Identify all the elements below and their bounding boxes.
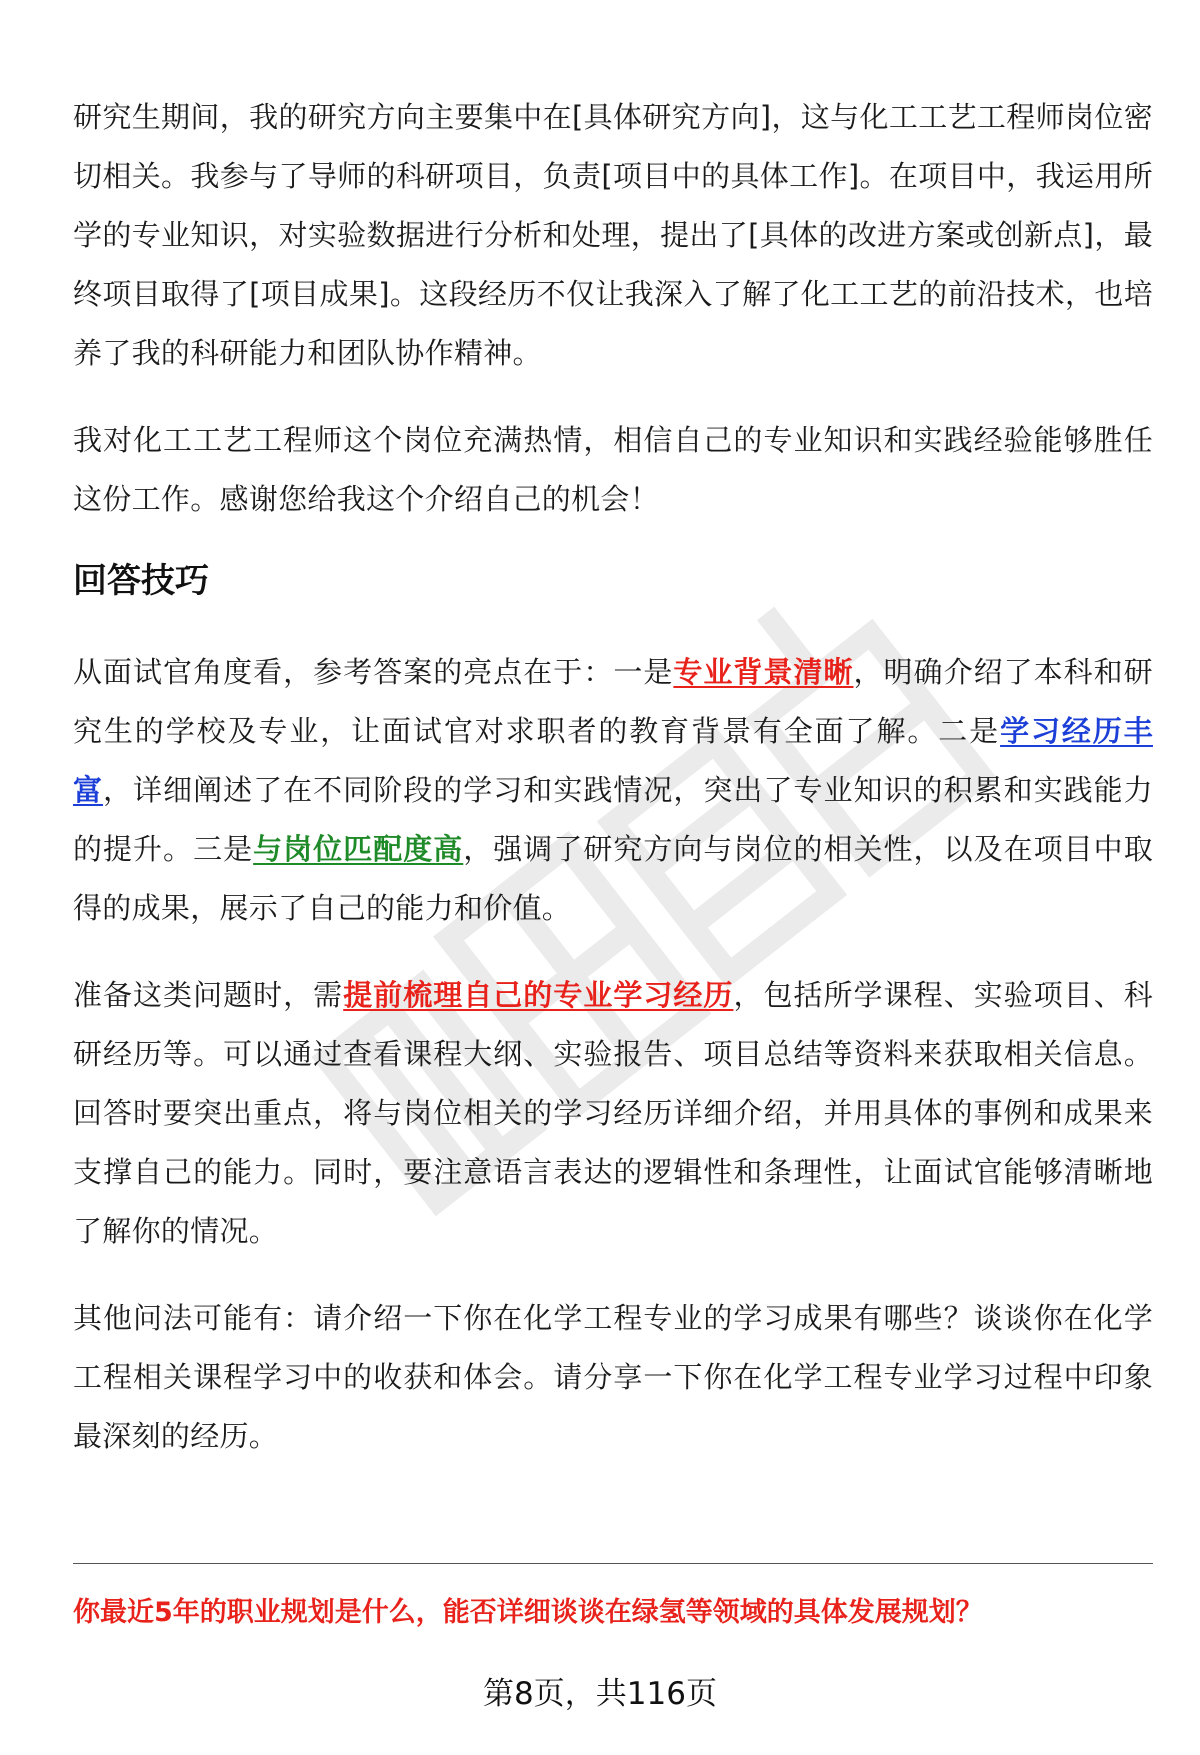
tips-text: ，明确介绍了本科和研究生的学校及专业，让面试官对求职者的教育背景有全面了解。二是 [73,655,1153,748]
highlight-job-match: 与岗位匹配度高 [253,832,464,866]
highlight-organize-experience: 提前梳理自己的专业学习经历 [343,978,734,1012]
paragraph-tips-preparation [73,966,1153,1261]
paragraph-tips-highlights [73,643,1153,938]
highlight-rich-learning: 学习经历丰富 [73,714,1153,807]
tips-text: ，包括所学课程、实验项目、科研经历等。可以通过查看课程大纲、实验报告、项目总结等资料来获取相关信息。回答时要突出重点，将与岗位相关的学习经历详细介绍，并用具体的事例和成果来支撑自己的能力。同时，要注意语言表达的逻辑性和条理性，让面试官能够清晰地了解你的情况。 [73,978,1154,1248]
page-number: 第8页，共116页 [483,1676,717,1712]
tips-text: ，强调了研究方向与岗位的相关性，以及在项目中取得的成果，展示了自己的能力和价值。 [73,832,1153,925]
highlight-professional-background: 专业背景清晰 [673,655,854,689]
tips-text: ，详细阐述了在不同阶段的学习和实践情况，突出了专业知识的积累和实践能力的提升。三是 [73,773,1153,866]
next-question-title: 你最近5年的职业规划是什么，能否详细谈谈在绿氢等领域的具体发展规划？ [73,1597,983,1628]
tips-text: 从面试官角度看，参考答案的亮点在于：一是 [73,655,674,689]
section-title-answer-tips: 回答技巧 [73,561,209,601]
paragraph-closing-statement: 我对化工工艺工程师这个岗位充满热情，相信自己的专业知识和实践经验能够胜任这份工作。感谢您给我这个介绍自己的机会！ [73,423,1153,516]
paragraph-research-experience: 研究生期间，我的研究方向主要集中在[具体研究方向]，这与化工工艺工程师岗位密切相关。我参与了导师的科研项目，负责[项目中的具体工作]。在项目中，我运用所学的专业知识，对实验数据进行分析和处理，提出了[具体的改进方案或创新点]，最终项目取得了[项目成果]。这段经历不仅让我深入了解了化工工艺的前沿技术，也培养了我的科研能力和团队协作精神。 [73,100,1153,370]
section-divider [73,1563,1153,1564]
document-body [73,88,1153,1494]
paragraph-alternative-questions: 其他问法可能有：请介绍一下你在化学工程专业的学习成果有哪些？谈谈你在化学工程相关课程学习中的收获和体会。请分享一下你在化学工程专业学习过程中印象最深刻的经历。 [73,1301,1153,1453]
tips-text: 准备这类问题时，需 [73,978,344,1012]
